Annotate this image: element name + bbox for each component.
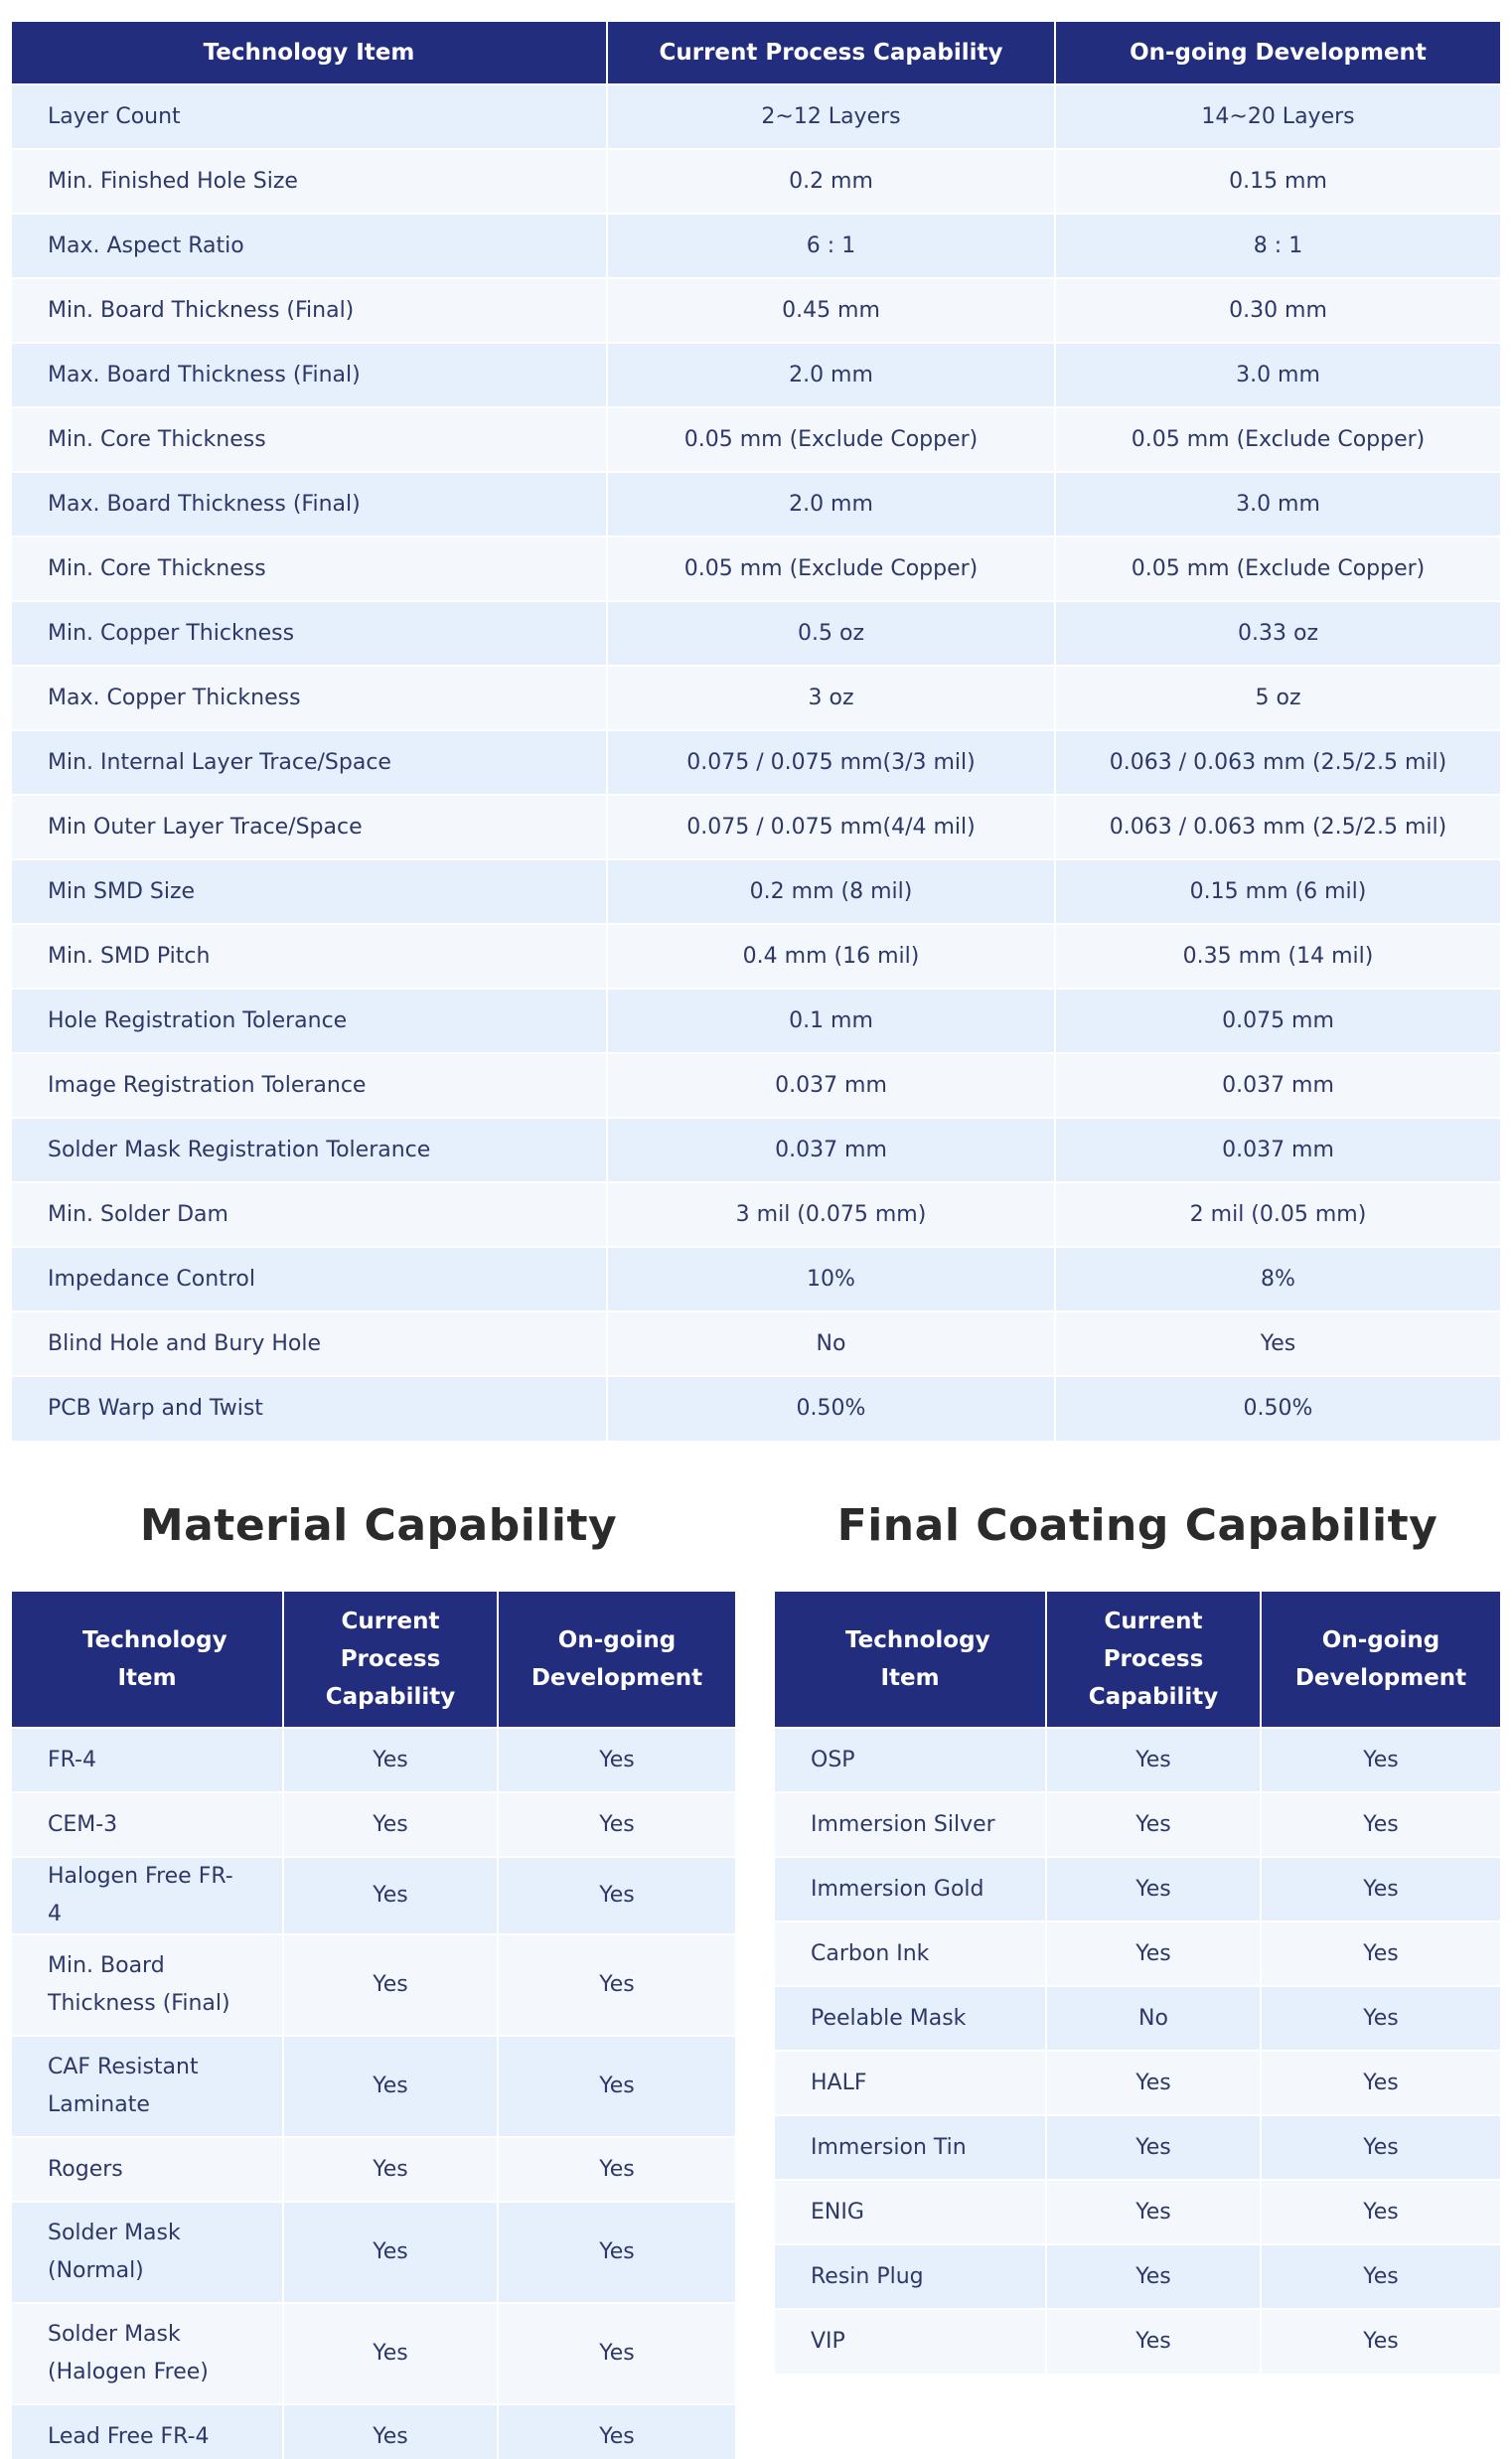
row-label: Max. Board Thickness (Final) — [12, 343, 607, 407]
ongoing-development-cell: 5 oz — [1055, 666, 1500, 730]
ongoing-development-cell: Yes — [1261, 1986, 1500, 2051]
current-capability-cell: 0.075 / 0.075 mm(3/3 mil) — [607, 730, 1055, 795]
row-label: Min. Finished Hole Size — [12, 149, 607, 214]
ongoing-development-cell: 0.33 oz — [1055, 601, 1500, 666]
ongoing-development-cell: Yes — [1261, 2309, 1500, 2374]
table-row — [775, 1986, 1500, 2051]
header-current-capability: Current Process Capability — [283, 1592, 498, 1728]
current-capability-cell: Yes — [1046, 2115, 1261, 2180]
row-label: Min. Board Thickness (Final) — [12, 278, 607, 343]
ongoing-development-cell: 0.037 mm — [1055, 1053, 1500, 1118]
header-current-capability: Current Process Capability — [1046, 1592, 1261, 1728]
row-label: Max. Copper Thickness — [12, 666, 607, 730]
row-label: HALF — [775, 2051, 1046, 2115]
ongoing-development-cell: 0.063 / 0.063 mm (2.5/2.5 mil) — [1055, 730, 1500, 795]
row-label: Min. Internal Layer Trace/Space — [12, 730, 607, 795]
row-label: Immersion Silver — [775, 1792, 1046, 1857]
ongoing-development-cell: 0.063 / 0.063 mm (2.5/2.5 mil) — [1055, 795, 1500, 859]
current-capability-cell: 2.0 mm — [607, 472, 1055, 537]
table-row — [12, 666, 1500, 730]
current-capability-cell: 3 mil (0.075 mm) — [607, 1182, 1055, 1247]
row-label: Min. Solder Dam — [12, 1182, 607, 1247]
ongoing-development-cell: Yes — [498, 2303, 735, 2404]
row-label: Impedance Control — [12, 1247, 607, 1311]
ongoing-development-cell: Yes — [498, 1728, 735, 1792]
table-row — [775, 2244, 1500, 2309]
ongoing-development-cell: 0.50% — [1055, 1376, 1500, 1441]
ongoing-development-cell: 8% — [1055, 1247, 1500, 1311]
ongoing-development-cell: 0.15 mm — [1055, 149, 1500, 214]
table-row — [12, 472, 1500, 537]
ongoing-development-cell: Yes — [1261, 2115, 1500, 2180]
table-row — [775, 1921, 1500, 1986]
table-row — [12, 278, 1500, 343]
row-label: PCB Warp and Twist — [12, 1376, 607, 1441]
row-label: Min. Core Thickness — [12, 407, 607, 472]
table-row — [12, 1728, 735, 1792]
ongoing-development-cell: Yes — [1261, 2244, 1500, 2309]
current-capability-cell: Yes — [1046, 1857, 1261, 1921]
table-header-row — [12, 22, 1500, 84]
table-row — [12, 1053, 1500, 1118]
header-ongoing-development: On-going Development — [1261, 1592, 1500, 1728]
row-label: Min Outer Layer Trace/Space — [12, 795, 607, 859]
current-capability-cell: Yes — [1046, 2051, 1261, 2115]
ongoing-development-cell: Yes — [1261, 1857, 1500, 1921]
header-technology-item: Technology Item — [12, 1592, 283, 1728]
current-capability-cell: 0.05 mm (Exclude Copper) — [607, 537, 1055, 601]
ongoing-development-cell: 2 mil (0.05 mm) — [1055, 1182, 1500, 1247]
ongoing-development-cell: Yes — [498, 2202, 735, 2303]
table-row — [775, 2180, 1500, 2244]
table-row — [12, 795, 1500, 859]
ongoing-development-cell: 0.05 mm (Exclude Copper) — [1055, 537, 1500, 601]
ongoing-development-cell: 0.037 mm — [1055, 1118, 1500, 1182]
table-row — [12, 1376, 1500, 1441]
row-label: Image Registration Tolerance — [12, 1053, 607, 1118]
table-row — [12, 149, 1500, 214]
current-capability-cell: 2~12 Layers — [607, 84, 1055, 149]
ongoing-development-cell: Yes — [498, 1792, 735, 1857]
ongoing-development-cell: Yes — [498, 2137, 735, 2202]
current-capability-cell: Yes — [283, 1792, 498, 1857]
row-label: Resin Plug — [775, 2244, 1046, 2309]
current-capability-cell: Yes — [1046, 1921, 1261, 1986]
current-capability-cell: 6 : 1 — [607, 214, 1055, 278]
header-current-capability: Current Process Capability — [607, 22, 1055, 84]
ongoing-development-cell: Yes — [1261, 1728, 1500, 1792]
ongoing-development-cell: 0.35 mm (14 mil) — [1055, 924, 1500, 989]
current-capability-cell: 0.50% — [607, 1376, 1055, 1441]
table-header-row — [775, 1592, 1500, 1728]
table-row — [775, 2309, 1500, 2374]
ongoing-development-cell: Yes — [498, 1857, 735, 1934]
table-row — [12, 1118, 1500, 1182]
header-ongoing-development: On-going Development — [1055, 22, 1500, 84]
row-label: Carbon Ink — [775, 1921, 1046, 1986]
ongoing-development-cell: 0.30 mm — [1055, 278, 1500, 343]
current-capability-cell: Yes — [283, 2036, 498, 2137]
material-capability-table — [12, 1592, 735, 2459]
table-row — [12, 924, 1500, 989]
row-label: Rogers — [12, 2137, 283, 2202]
row-label: Peelable Mask — [775, 1986, 1046, 2051]
row-label: FR-4 — [12, 1728, 283, 1792]
row-label: Solder Mask (Halogen Free) — [12, 2303, 283, 2404]
table-row — [775, 1792, 1500, 1857]
current-capability-cell: Yes — [1046, 1728, 1261, 1792]
current-capability-cell: 0.1 mm — [607, 989, 1055, 1053]
table-row — [775, 2051, 1500, 2115]
current-capability-cell: Yes — [283, 2303, 498, 2404]
current-capability-cell: 0.45 mm — [607, 278, 1055, 343]
table-row — [12, 214, 1500, 278]
table-row — [12, 601, 1500, 666]
table-row — [12, 1311, 1500, 1376]
table-row — [12, 1182, 1500, 1247]
ongoing-development-cell: Yes — [1261, 2180, 1500, 2244]
table-row — [12, 989, 1500, 1053]
table-row — [12, 1934, 735, 2036]
ongoing-development-cell: Yes — [498, 1934, 735, 2036]
row-label: Immersion Tin — [775, 2115, 1046, 2180]
table-row — [12, 2036, 735, 2137]
table-row — [12, 1857, 735, 1934]
row-label: ENIG — [775, 2180, 1046, 2244]
current-capability-cell: Yes — [1046, 2309, 1261, 2374]
table-row — [775, 2115, 1500, 2180]
current-capability-cell: 0.037 mm — [607, 1118, 1055, 1182]
current-capability-cell: Yes — [283, 1934, 498, 2036]
row-label: CAF Resistant Laminate — [12, 2036, 283, 2137]
ongoing-development-cell: 0.15 mm (6 mil) — [1055, 859, 1500, 924]
final-coating-capability-title: Final Coating Capability — [836, 1500, 1438, 1551]
header-ongoing-development: On-going Development — [498, 1592, 735, 1728]
row-label: Min. Copper Thickness — [12, 601, 607, 666]
current-capability-cell: 0.05 mm (Exclude Copper) — [607, 407, 1055, 472]
ongoing-development-cell: 3.0 mm — [1055, 343, 1500, 407]
current-capability-cell: 0.2 mm (8 mil) — [607, 859, 1055, 924]
ongoing-development-cell: Yes — [1055, 1311, 1500, 1376]
current-capability-cell: 3 oz — [607, 666, 1055, 730]
row-label: Min. Board Thickness (Final) — [12, 1934, 283, 2036]
current-capability-cell: 0.037 mm — [607, 1053, 1055, 1118]
table-row — [775, 1857, 1500, 1921]
table-row — [12, 730, 1500, 795]
row-label: CEM-3 — [12, 1792, 283, 1857]
current-capability-cell: Yes — [283, 1728, 498, 1792]
current-capability-cell: 10% — [607, 1247, 1055, 1311]
ongoing-development-cell: 0.075 mm — [1055, 989, 1500, 1053]
table-row — [12, 2404, 735, 2459]
ongoing-development-cell: Yes — [498, 2404, 735, 2459]
current-capability-cell: 0.075 / 0.075 mm(4/4 mil) — [607, 795, 1055, 859]
table-row — [12, 859, 1500, 924]
ongoing-development-cell: 8 : 1 — [1055, 214, 1500, 278]
row-label: Lead Free FR-4 — [12, 2404, 283, 2459]
current-capability-cell: Yes — [283, 2404, 498, 2459]
row-label: Max. Aspect Ratio — [12, 214, 607, 278]
row-label: Hole Registration Tolerance — [12, 989, 607, 1053]
current-capability-cell: Yes — [1046, 2180, 1261, 2244]
current-capability-cell: No — [607, 1311, 1055, 1376]
row-label: OSP — [775, 1728, 1046, 1792]
current-capability-cell: Yes — [283, 2137, 498, 2202]
current-capability-cell: 2.0 mm — [607, 343, 1055, 407]
table-row — [12, 2303, 735, 2404]
row-label: Layer Count — [12, 84, 607, 149]
current-capability-cell: Yes — [283, 2202, 498, 2303]
header-technology-item: Technology Item — [12, 22, 607, 84]
final-coating-capability-table — [775, 1592, 1500, 2374]
ongoing-development-cell: Yes — [1261, 1921, 1500, 1986]
ongoing-development-cell: Yes — [1261, 2051, 1500, 2115]
ongoing-development-cell: 14~20 Layers — [1055, 84, 1500, 149]
table-row — [12, 1247, 1500, 1311]
table-row — [12, 84, 1500, 149]
ongoing-development-cell: Yes — [498, 2036, 735, 2137]
material-capability-title: Material Capability — [139, 1500, 618, 1551]
table-row — [12, 1792, 735, 1857]
current-capability-cell: 0.2 mm — [607, 149, 1055, 214]
row-label: Halogen Free FR-4 — [12, 1857, 283, 1934]
current-capability-cell: No — [1046, 1986, 1261, 2051]
ongoing-development-cell: 0.05 mm (Exclude Copper) — [1055, 407, 1500, 472]
current-capability-cell: Yes — [1046, 2244, 1261, 2309]
row-label: Solder Mask Registration Tolerance — [12, 1118, 607, 1182]
row-label: Min. SMD Pitch — [12, 924, 607, 989]
row-label: Max. Board Thickness (Final) — [12, 472, 607, 537]
row-label: VIP — [775, 2309, 1046, 2374]
row-label: Min SMD Size — [12, 859, 607, 924]
current-capability-cell: Yes — [1046, 1792, 1261, 1857]
table-row — [775, 1728, 1500, 1792]
table-header-row — [12, 1592, 735, 1728]
ongoing-development-cell: Yes — [1261, 1792, 1500, 1857]
row-label: Solder Mask (Normal) — [12, 2202, 283, 2303]
table-row — [12, 407, 1500, 472]
current-capability-cell: Yes — [283, 1857, 498, 1934]
ongoing-development-cell: 3.0 mm — [1055, 472, 1500, 537]
header-technology-item: Technology Item — [775, 1592, 1046, 1728]
row-label: Immersion Gold — [775, 1857, 1046, 1921]
table-row — [12, 537, 1500, 601]
current-capability-cell: 0.5 oz — [607, 601, 1055, 666]
table-row — [12, 2202, 735, 2303]
table-row — [12, 2137, 735, 2202]
process-capability-table — [12, 22, 1500, 1441]
table-row — [12, 343, 1500, 407]
current-capability-cell: 0.4 mm (16 mil) — [607, 924, 1055, 989]
row-label: Min. Core Thickness — [12, 537, 607, 601]
row-label: Blind Hole and Bury Hole — [12, 1311, 607, 1376]
